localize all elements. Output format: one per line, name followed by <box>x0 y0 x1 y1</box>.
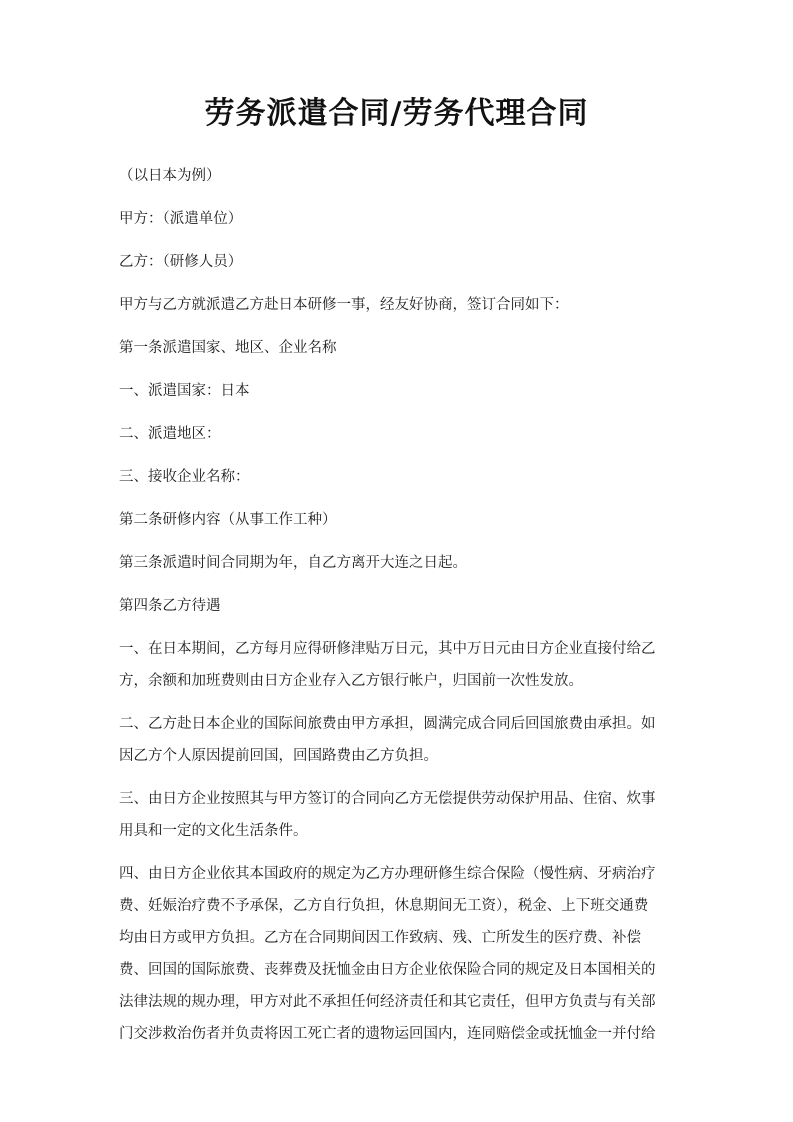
paragraph <box>119 783 679 847</box>
paragraph-line: 二、派遣地区： <box>119 426 221 442</box>
document-title: 劳务派遣合同/劳务代理合同 <box>204 96 589 131</box>
paragraph-line: 甲方：（派遣单位） <box>119 211 243 227</box>
paragraph-line: 一、派遣国家：日本 <box>119 383 250 399</box>
paragraph-line: 第三条派遣时间合同期为年，自乙方离开大连之日起。 <box>119 555 467 571</box>
paragraph-line: 法律法规的规办理，甲方对此不承担任何经济责任和其它责任，但甲方负责与有关部 <box>119 994 656 1010</box>
paragraph-line: 乙方：（研修人员） <box>119 254 243 270</box>
paragraph-line: 方，余额和加班费则由日方企业存入乙方银行帐户，归国前一次性发放。 <box>119 673 583 689</box>
paragraph-line: 门交涉救治伤者并负责将因工死亡者的遗物运回国内，连同赔偿金或抚恤金一并付给 <box>119 1026 656 1042</box>
paragraph-line: 用具和一定的文化生活条件。 <box>119 823 308 839</box>
paragraph <box>119 203 679 235</box>
paragraph <box>119 375 679 407</box>
paragraph <box>119 858 679 1050</box>
paragraph-line: 第四条乙方待遇 <box>119 598 221 614</box>
paragraph <box>119 633 679 697</box>
paragraph <box>119 547 679 579</box>
paragraph <box>119 461 679 493</box>
paragraph <box>119 160 679 192</box>
paragraph-line: 三、接收企业名称： <box>119 469 250 485</box>
paragraph-line: 因乙方个人原因提前回国，回国路费由乙方负担。 <box>119 748 438 764</box>
paragraph-line: 费、回国的国际旅费、丧葬费及抚恤金由日方企业依保险合同的规定及日本国相关的 <box>119 962 656 978</box>
paragraph-line: 二、乙方赴日本企业的国际间旅费由甲方承担，圆满完成合同后回国旅费由承担。如 <box>119 716 656 732</box>
paragraph <box>119 332 679 364</box>
paragraph-line: 甲方与乙方就派遣乙方赴日本研修一事，经友好协商，签订合同如下： <box>119 297 569 313</box>
paragraph <box>119 590 679 622</box>
paragraph <box>119 418 679 450</box>
paragraph-line: 第一条派遣国家、地区、企业名称 <box>119 340 337 356</box>
paragraph <box>119 246 679 278</box>
paragraph <box>119 504 679 536</box>
paragraph-line: 均由日方或甲方负担。乙方在合同期间因工作致病、残、亡所发生的医疗费、补偿 <box>119 930 641 946</box>
paragraph <box>119 289 679 321</box>
paragraph-line: 四、由日方企业依其本国政府的规定为乙方办理研修生综合保险（慢性病、牙病治疗 <box>119 866 656 882</box>
paragraph-line: 三、由日方企业按照其与甲方签订的合同向乙方无偿提供劳动保护用品、住宿、炊事 <box>119 791 656 807</box>
paragraph-line: 一、在日本期间，乙方每月应得研修津贴万日元，其中万日元由日方企业直接付给乙 <box>119 641 656 657</box>
paragraph-line: （以日本为例） <box>119 168 221 184</box>
paragraph <box>119 708 679 772</box>
paragraph-line: 费、妊娠治疗费不予承保，乙方自行负担，休息期间无工资），税金、上下班交通费 <box>119 898 649 914</box>
paragraph-line: 第二条研修内容（从事工作工种） <box>119 512 337 528</box>
